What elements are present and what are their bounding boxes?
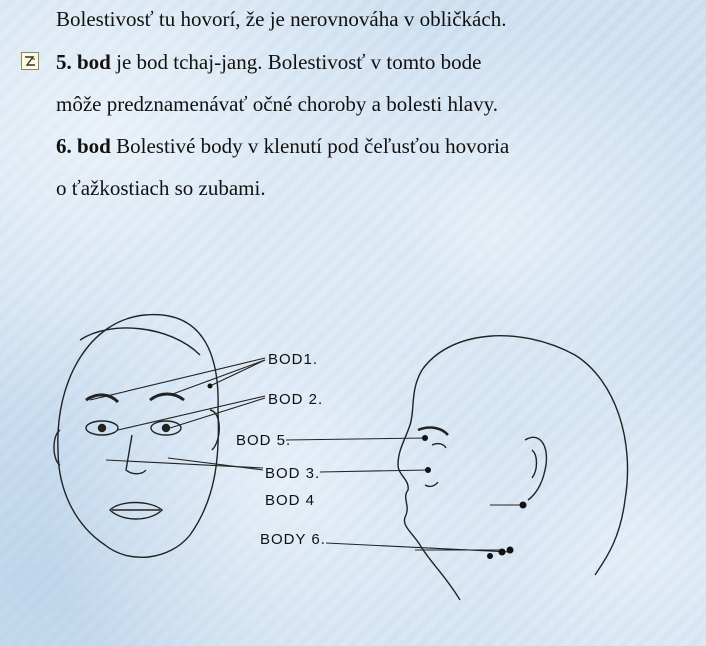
point-6-heading: 6. bod — [56, 134, 111, 158]
label-bod-4: BOD 4 — [265, 492, 316, 509]
profile-head-drawing — [398, 336, 628, 600]
label-body-6: BODY 6. — [260, 531, 326, 548]
body-6-marker-a — [487, 553, 493, 559]
bod-5-marker — [422, 435, 428, 441]
text-line-1 — [56, 5, 506, 33]
text-line-3-body: môže predznamenávať očné choroby a bolesti hlavy. — [56, 92, 499, 116]
label-bod-3: BOD 3. — [265, 465, 321, 482]
text-line-4 — [56, 132, 509, 160]
front-face-drawing — [54, 315, 219, 558]
bod-3-marker — [425, 467, 431, 473]
text-line-3 — [56, 90, 498, 118]
text-line-5-body: o ťažkostiach so zubami. — [56, 176, 266, 200]
comment-note-icon[interactable] — [21, 52, 39, 70]
bod-1-marker — [208, 384, 213, 389]
text-line-2-body: je bod tchaj-jang. Bolestivosť v tomto bode — [110, 50, 482, 74]
face-pressure-points-figure — [50, 300, 650, 640]
text-line-4-body: Bolestivé body v klenutí pod čeľusťou hovoria — [110, 134, 510, 158]
leader-lines — [90, 358, 520, 552]
label-bod-2: BOD 2. — [268, 391, 324, 408]
body-6-marker-c — [507, 547, 514, 554]
point-5-heading: 5. bod — [56, 50, 111, 74]
body-6-marker-b — [499, 549, 506, 556]
text-line-1-body: Bolestivosť tu hovorí, že je nerovnováha v obličkách. — [56, 7, 507, 31]
label-bod-1: BOD1. — [268, 351, 319, 368]
text-line-2 — [56, 48, 481, 76]
label-bod-5: BOD 5. — [236, 432, 292, 449]
bod-4-marker — [520, 502, 527, 509]
text-line-5 — [56, 174, 266, 202]
